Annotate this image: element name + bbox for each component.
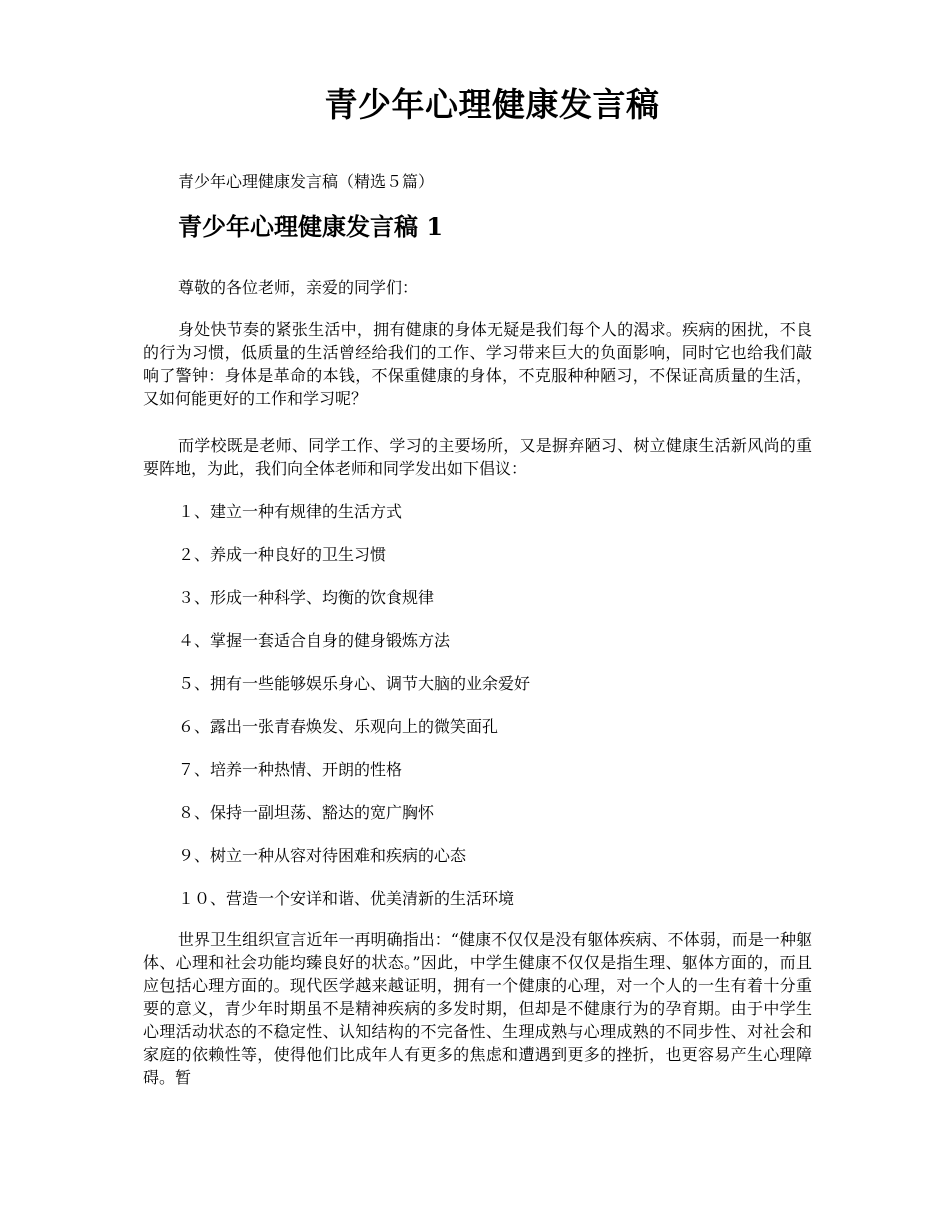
list-item: ８、保持一副坦荡、豁达的宽广胸怀	[178, 803, 435, 822]
list-item: ５、拥有一些能够娱乐身心、调节大脑的业余爱好	[178, 674, 531, 693]
body-paragraph: 而学校既是老师、同学工作、学习的主要场所，又是摒弃陋习、树立健康生活新风尚的重要阵地，为此，我们向全体老师和同学发出如下倡议：	[143, 436, 812, 478]
list-item: ６、露出一张青春焕发、乐观向上的微笑面孔	[178, 717, 499, 736]
body-paragraph: 世界卫生组织宣言近年一再明确指出：“健康不仅仅是没有躯体疾病、不体弱，而是一种躯体、心理和社会功能均臻良好的状态。”因此，中学生健康不仅仅是指生理、躯体方面的，而且应包括心理方面的。现代医学越来越证明，拥有一个健康的心理，对一个人的一生有着十分重要的意义，青少年时期虽不是精神疾病的多发时期，但却是不健康行为的孕育期。由于中学生心理活动状态的不稳定性、认知结构的不完备性、生理成熟与心理成熟的不同步性、对社会和家庭的依赖性等，使得他们比成年人有更多的焦虑和遭遇到更多的挫折，也更容易产生心理障碍。暂	[143, 930, 812, 1087]
greeting-line: 尊敬的各位老师，亲爱的同学们：	[178, 278, 419, 297]
list-item: ４、掌握一套适合自身的健身锻炼方法	[178, 631, 451, 650]
list-item: １、建立一种有规律的生活方式	[178, 502, 403, 521]
proposal-list	[178, 500, 530, 930]
body-paragraph: 身处快节奏的紧张生活中，拥有健康的身体无疑是我们每个人的渴求。疾病的困扰，不良的行为习惯，低质量的生活曾经给我们的工作、学习带来巨大的负面影响，同时它也给我们敲响了警钟：身体是革命的本钱，不保重健康的身体，不克服种种陋习，不保证高质量的生活，又如何能更好的工作和学习呢？	[143, 320, 812, 408]
list-item: ３、形成一种科学、均衡的饮食规律	[178, 588, 435, 607]
section-heading: 青少年心理健康发言稿 1	[178, 212, 444, 241]
list-item: ７、培养一种热情、开朗的性格	[178, 760, 403, 779]
list-item: ２、养成一种良好的卫生习惯	[178, 545, 387, 564]
document-subtitle: 青少年心理健康发言稿（精选５篇）	[178, 172, 435, 191]
list-item: ９、树立一种从容对待困难和疾病的心态	[178, 846, 467, 865]
list-item: １０、营造一个安详和谐、优美清新的生活环境	[178, 889, 515, 908]
document-title: 青少年心理健康发言稿	[324, 85, 660, 124]
